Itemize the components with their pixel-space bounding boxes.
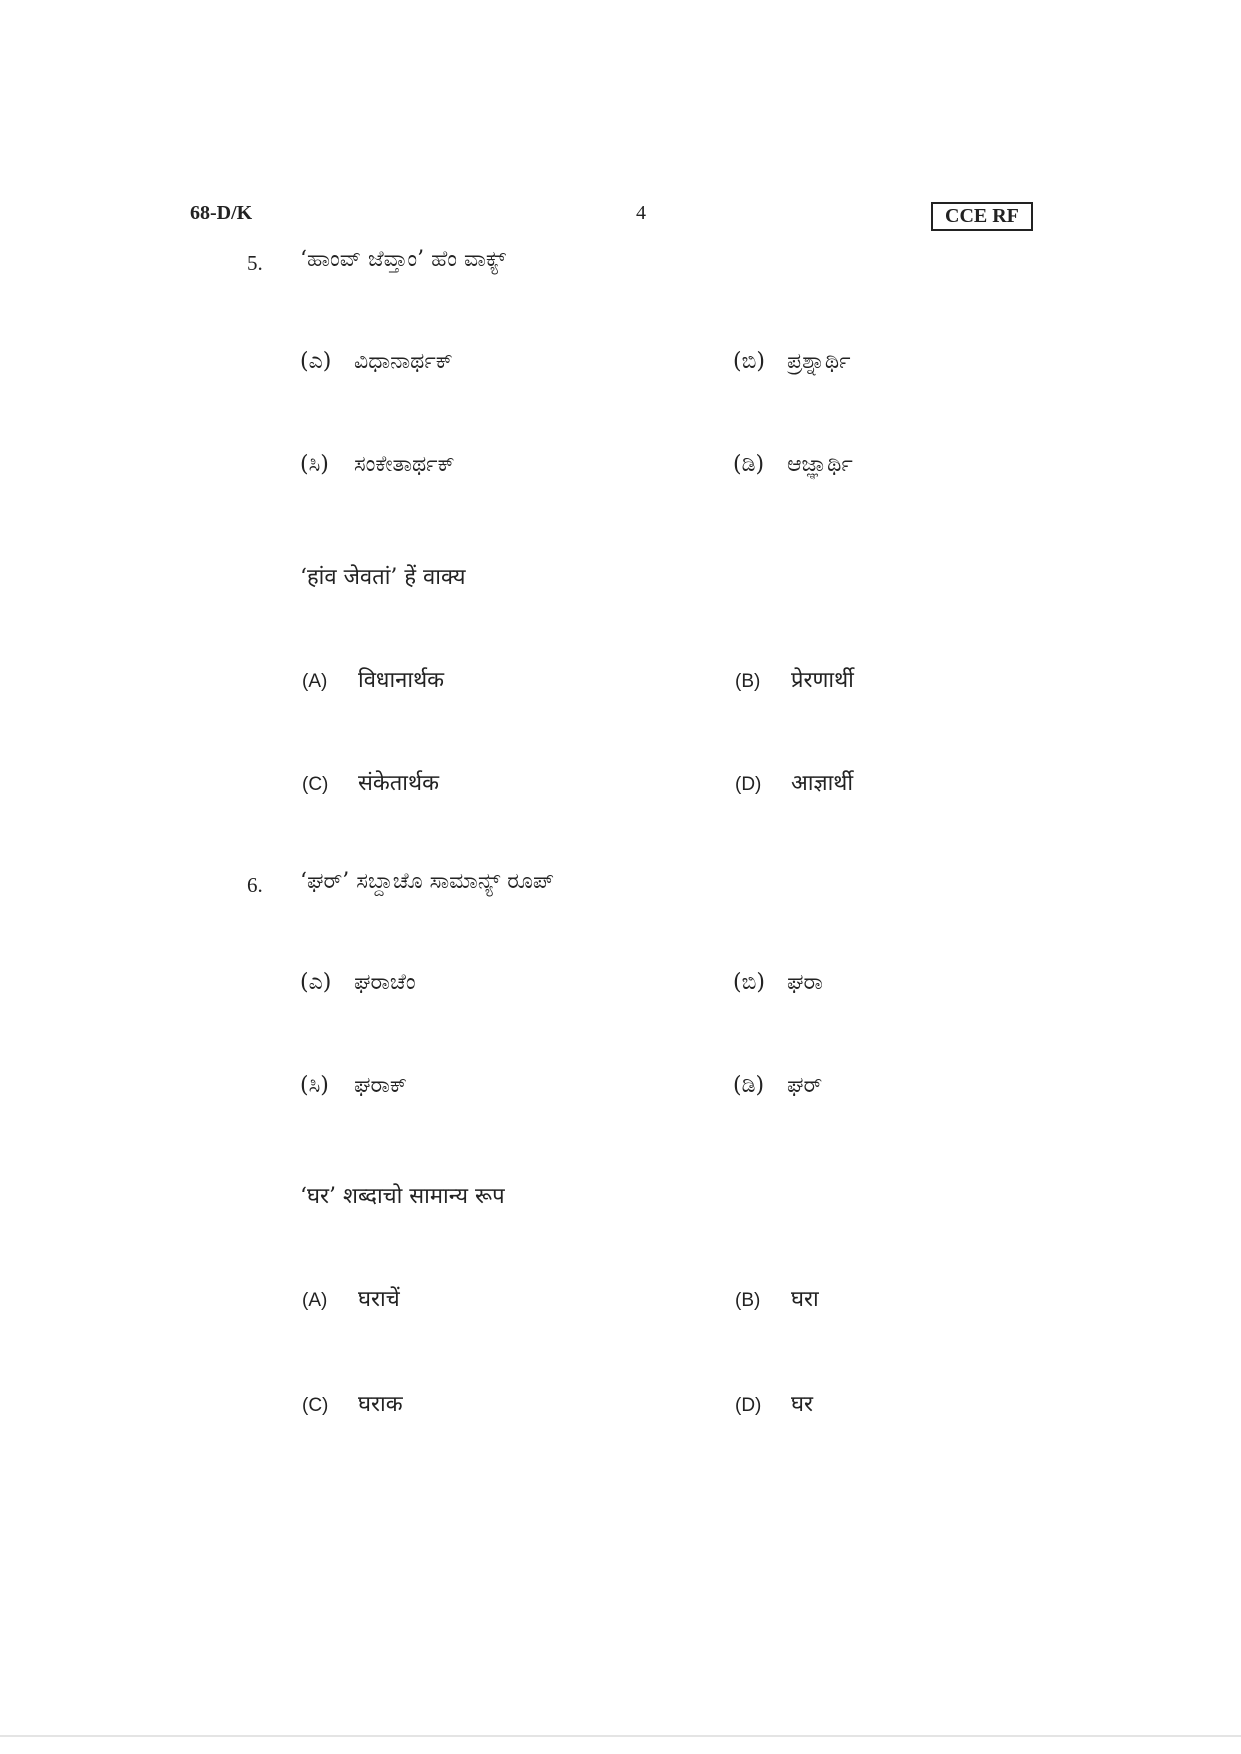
option-d-kannada[interactable] (733, 452, 853, 477)
option-text: ಘರಾಚೆಂ (354, 970, 416, 995)
option-label: (C) (302, 774, 329, 795)
question-stem-devanagari: ‘घर’ शब्दाचो सामान्य रूप (300, 1184, 505, 1209)
option-label: (B) (735, 671, 761, 692)
option-text: ಘರಾಕ್ (354, 1073, 407, 1098)
question-stem-kannada: ‘ಘರ್’ ಸಬ್ದಾಚೊ ಸಾಮಾನ್ಯ್ ರೂಪ್ (300, 869, 555, 894)
option-text: घराक (358, 1392, 403, 1417)
option-text: आज्ञार्थी (791, 771, 854, 796)
paper-code: 68-D/K (190, 202, 253, 224)
question-stem-kannada: ‘ಹಾಂವ್ ಜೆವ್ತಾಂ’ ಹೆಂ ವಾಕ್ಯ್ (300, 247, 506, 272)
option-b-devanagari[interactable] (735, 664, 854, 694)
option-c-kannada[interactable] (300, 452, 455, 477)
option-label: (ಎ) (300, 970, 332, 995)
scan-edge-divider (0, 1735, 1241, 1737)
option-text: घरा (791, 1287, 819, 1312)
option-label: (D) (735, 1395, 762, 1416)
option-b-kannada[interactable] (733, 349, 850, 374)
option-label: (A) (302, 1290, 328, 1311)
option-text: विधानार्थक (358, 668, 445, 693)
question-number: 6. (247, 873, 263, 897)
option-d-devanagari[interactable] (735, 1388, 813, 1418)
option-text: ಪ್ರಶ್ನಾರ್ಥಿ (787, 349, 851, 374)
option-label: (B) (735, 1290, 761, 1311)
question-number: 5. (247, 251, 263, 275)
option-text: घर (791, 1392, 814, 1417)
option-d-devanagari[interactable] (735, 767, 853, 797)
option-d-kannada[interactable] (733, 1073, 822, 1098)
option-a-devanagari[interactable] (302, 664, 444, 694)
option-text: ವಿಧಾನಾರ್ಥಕ್ (354, 349, 453, 374)
option-label: (ಸಿ) (300, 1073, 329, 1098)
option-c-devanagari[interactable] (302, 767, 439, 797)
option-a-devanagari[interactable] (302, 1283, 400, 1313)
option-label: (A) (302, 671, 328, 692)
option-c-kannada[interactable] (300, 1073, 407, 1098)
option-label: (ಬಿ) (733, 349, 765, 374)
option-text: प्रेरणार्थी (791, 668, 854, 693)
option-label: (ಎ) (300, 349, 332, 374)
option-text: ಘರ್ (787, 1073, 823, 1098)
option-text: ಸಂಕೇತಾರ್ಥಕ್ (354, 452, 455, 477)
option-text: संकेतार्थक (358, 771, 439, 796)
series-badge: CCE RF (931, 202, 1033, 231)
option-text: ಘರಾ (787, 970, 823, 995)
option-label: (ಬಿ) (733, 970, 765, 995)
option-b-kannada[interactable] (733, 970, 823, 995)
option-text: घराचें (358, 1287, 400, 1312)
option-a-kannada[interactable] (300, 970, 416, 995)
option-label: (ಸಿ) (300, 452, 329, 477)
page-number: 4 (636, 202, 646, 224)
option-label: (ಡಿ) (733, 1073, 765, 1098)
option-label: (ಡಿ) (733, 452, 765, 477)
option-a-kannada[interactable] (300, 349, 453, 374)
option-b-devanagari[interactable] (735, 1283, 819, 1313)
option-text: ಆಜ್ಞಾರ್ಥಿ (787, 452, 853, 477)
option-label: (D) (735, 774, 762, 795)
question-stem-devanagari: ‘हांव जेवतां’ हें वाक्य (300, 565, 466, 590)
option-label: (C) (302, 1395, 329, 1416)
option-c-devanagari[interactable] (302, 1388, 403, 1418)
